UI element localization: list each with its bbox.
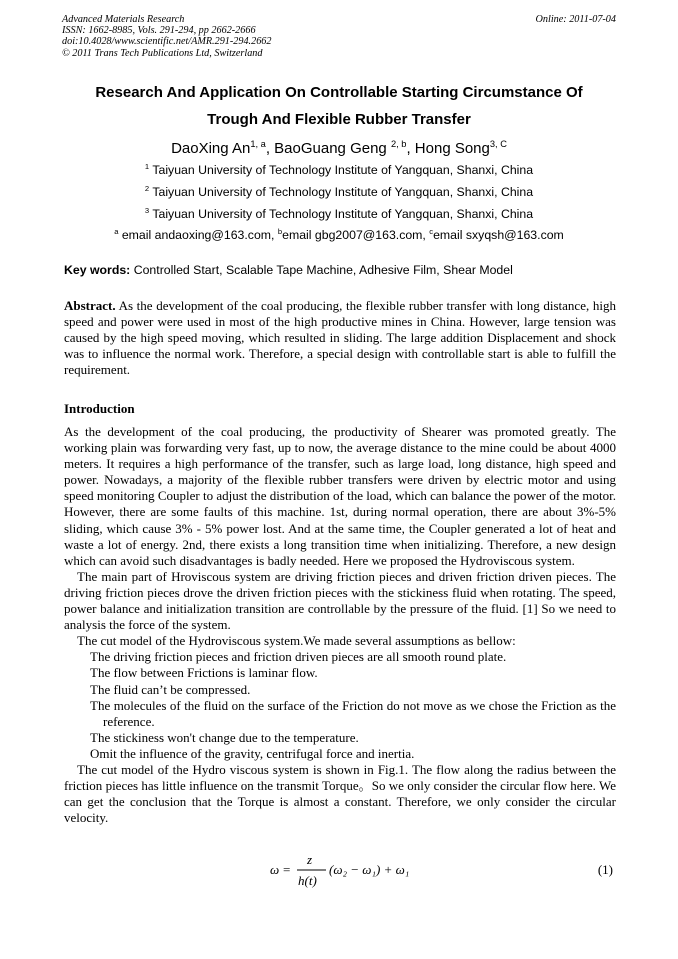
affiliation-3 <box>62 207 616 222</box>
email-list <box>62 228 616 243</box>
paragraph: The cut model of the Hydroviscous system.We made several assumptions as bellow: <box>77 633 516 649</box>
section-heading-introduction: Introduction <box>64 401 135 416</box>
paper-title <box>62 79 616 133</box>
author-name: BaoGuang Geng <box>274 140 391 157</box>
author-sup: 1, a <box>250 139 266 149</box>
affiliation-sup: 3 <box>144 205 150 215</box>
keywords-label: Key words: <box>64 263 131 277</box>
paragraph: As the development of the coal producing, the productivity of Shearer was promoted greatly. The working plain was forwarding very fast, up to now, the average distance to the mine could be about 4000 meters. It requires a high performance of the transfer, such as large load, long distance, high speed and power. Nowadays, a majority of the flexible rubber transfers were driven by electric motor and using speed monitoring Coupler to adjust the distribution of the load, which can balance the power of the motor. However, there are some faults of this machine. 1st, during normal operation, there are about 3%-5% sliding, which cause 3% - 5% power lost. And at the same time, the Coupler generated a lot of heat and waste a lot of energy. 2nd, there exists a long transition time when initializing. Therefore, a new design which can avoid such disadvantages is badly needed. Here we proposed the Hydroviscous system. <box>64 424 617 568</box>
affiliation-sup: 1 <box>144 161 150 171</box>
author-name: DaoXing An <box>171 140 251 157</box>
assumption-item: The flow between Frictions is laminar flow. <box>90 665 318 681</box>
keywords <box>64 263 616 278</box>
affiliation-1 <box>62 163 616 178</box>
eq-lhs: ω <box>270 862 280 877</box>
eq-denominator: h(t) <box>298 873 317 888</box>
affiliation-sup: 2 <box>144 183 150 193</box>
author-sup: 2, b <box>390 139 407 149</box>
equation-number: (1) <box>597 862 613 877</box>
email-sup: a <box>114 226 119 236</box>
assumption-item: The fluid can’t be compressed. <box>90 681 251 697</box>
author-sup: 3, C <box>489 139 507 149</box>
title-line-2: Trough And Flexible Rubber Transfer <box>207 111 471 128</box>
journal-header <box>62 14 616 59</box>
copyright-line: © 2011 Trans Tech Publications Ltd, Switzerland <box>62 47 263 59</box>
online-date: Online: 2011-07-04 <box>535 14 616 25</box>
abstract <box>64 298 616 378</box>
doi-line: doi:10.4028/www.scientific.net/AMR.291-294.2662 <box>62 36 272 48</box>
equation-graphic <box>64 852 616 890</box>
email-text: email gbg2007@163.com, <box>282 228 430 242</box>
author-sep: , <box>265 140 275 157</box>
email-sup: c <box>429 226 434 236</box>
paragraph: The main part of Hroviscous system are driving friction pieces and driven friction driven pieces. The driving friction pieces drove the driven friction pieces with the stickiness fluid when rotating. The speed, power balance and initialization transition are controllable by the pressure of the fluid. [1] So we need to analysis the force of the system. <box>64 568 616 633</box>
affiliation-text: Taiyuan University of Technology Institute of Yangquan, Shanxi, China <box>149 185 534 199</box>
assumption-item: The stickiness won't change due to the temperature. <box>90 729 359 745</box>
author-name: Hong Song <box>414 140 490 157</box>
issn-line: ISSN: 1662-8985, Vols. 291-294, pp 2662-2666 <box>62 25 256 37</box>
email-sup: b <box>277 226 283 236</box>
keywords-text: Controlled Start, Scalable Tape Machine, Adhesive Film, Shear Model <box>130 263 513 277</box>
journal-name: Advanced Materials Research <box>62 14 185 25</box>
assumption-item: The driving friction pieces and friction driven pieces are all smooth round plate. <box>90 649 507 665</box>
paragraph: The cut model of the Hydro viscous system is shown in Fig.1. The flow along the radius between the friction pieces has little influence on the transmit Torque。So we only consider the circular flow here. We can get the conclusion that the Torque is almost a constant. Therefore, we only consider the circular velocity. <box>64 761 616 826</box>
assumption-item: The molecules of the fluid on the surface of the Friction do not move as we chose the Friction as the reference. <box>90 697 616 729</box>
author-sep: , <box>406 140 415 157</box>
abstract-text: As the development of the coal producing, the flexible rubber transfer with long distance, high speed and power were used in most of the high productive mines in China. However, large tension was caused by the high speed moving, which resulted in sliding. The large addition Displacement and shock was to influence the normal work. Therefore, a special design with controllable start is able to fulfill the requirement. <box>64 298 616 378</box>
email-text: email sxyqsh@163.com <box>433 228 564 242</box>
assumption-item: Omit the influence of the gravity, centrifugal force and inertia. <box>90 745 415 761</box>
abstract-label: Abstract. <box>64 298 116 313</box>
email-text: email andaoxing@163.com, <box>118 228 278 242</box>
affiliation-text: Taiyuan University of Technology Institute of Yangquan, Shanxi, China <box>149 207 534 221</box>
author-list <box>62 139 616 159</box>
affiliation-text: Taiyuan University of Technology Institute of Yangquan, Shanxi, China <box>149 163 534 177</box>
eq-numerator: z <box>307 852 313 867</box>
eq-equals: = <box>283 862 291 877</box>
equation-1 <box>64 852 616 890</box>
title-line-1: Research And Application On Controllable Starting Circumstance Of <box>95 84 583 101</box>
introduction-body <box>64 424 616 826</box>
eq-rhs: (ω₂ − ω₁) + ω₁ <box>329 862 410 877</box>
affiliation-2 <box>62 185 616 200</box>
